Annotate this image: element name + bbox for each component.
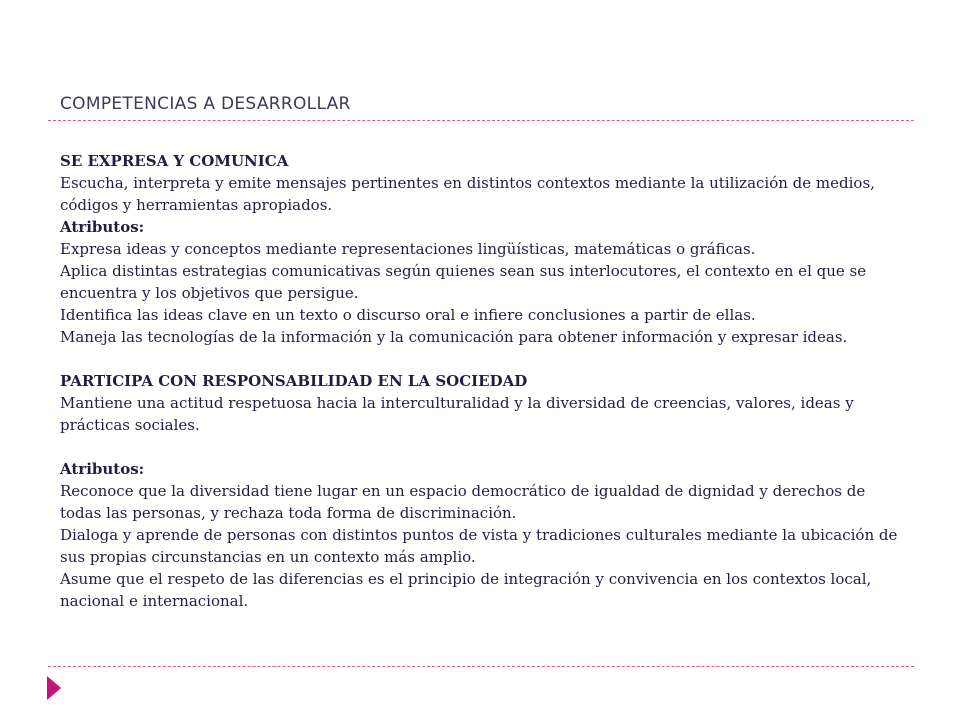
section2-attributes-label: Atributos: xyxy=(60,460,145,478)
slide-content xyxy=(60,150,910,612)
section1-description: Escucha, interpreta y emite mensajes pertinentes en distintos contextos mediante la utilización de medios, códigos y herramientas apropiados. xyxy=(60,174,875,214)
section1-attribute: Identifica las ideas clave en un texto o discurso oral e infiere conclusiones a partir de ellas. xyxy=(60,306,756,324)
section2-attribute: Dialoga y aprende de personas con distintos puntos de vista y tradiciones culturales mediante la ubicación de sus propias circunstancias en un contexto más amplio. xyxy=(60,526,898,566)
section2-attribute: Asume que el respeto de las diferencias es el principio de integración y convivencia en los contextos local, nacional e internacional. xyxy=(60,570,872,610)
section2-heading: PARTICIPA CON RESPONSABILIDAD EN LA SOCIEDAD xyxy=(60,372,528,390)
section1-attribute: Aplica distintas estrategias comunicativas según quienes sean sus interlocutores, el contexto en el que se encuentra y los objetivos que persigue. xyxy=(60,262,867,302)
slide-title: COMPETENCIAS A DESARROLLAR xyxy=(60,94,351,114)
bottom-divider xyxy=(48,666,914,667)
spacer xyxy=(60,348,910,370)
section1-attributes-label: Atributos: xyxy=(60,218,145,236)
section1-attribute: Maneja las tecnologías de la información y la comunicación para obtener información y expresar ideas. xyxy=(60,328,848,346)
spacer xyxy=(60,436,910,458)
section2-description: Mantiene una actitud respetuosa hacia la interculturalidad y la diversidad de creencias, valores, ideas y prácticas sociales. xyxy=(60,394,854,434)
section2-attribute: Reconoce que la diversidad tiene lugar en un espacio democrático de igualdad de dignidad y derechos de todas las personas, y rechaza toda forma de discriminación. xyxy=(60,482,866,522)
section1-heading: SE EXPRESA Y COMUNICA xyxy=(60,152,289,170)
top-divider xyxy=(48,120,914,121)
triangle-right-icon xyxy=(47,676,61,700)
section1-attribute: Expresa ideas y conceptos mediante representaciones lingüísticas, matemáticas o gráficas. xyxy=(60,240,756,258)
